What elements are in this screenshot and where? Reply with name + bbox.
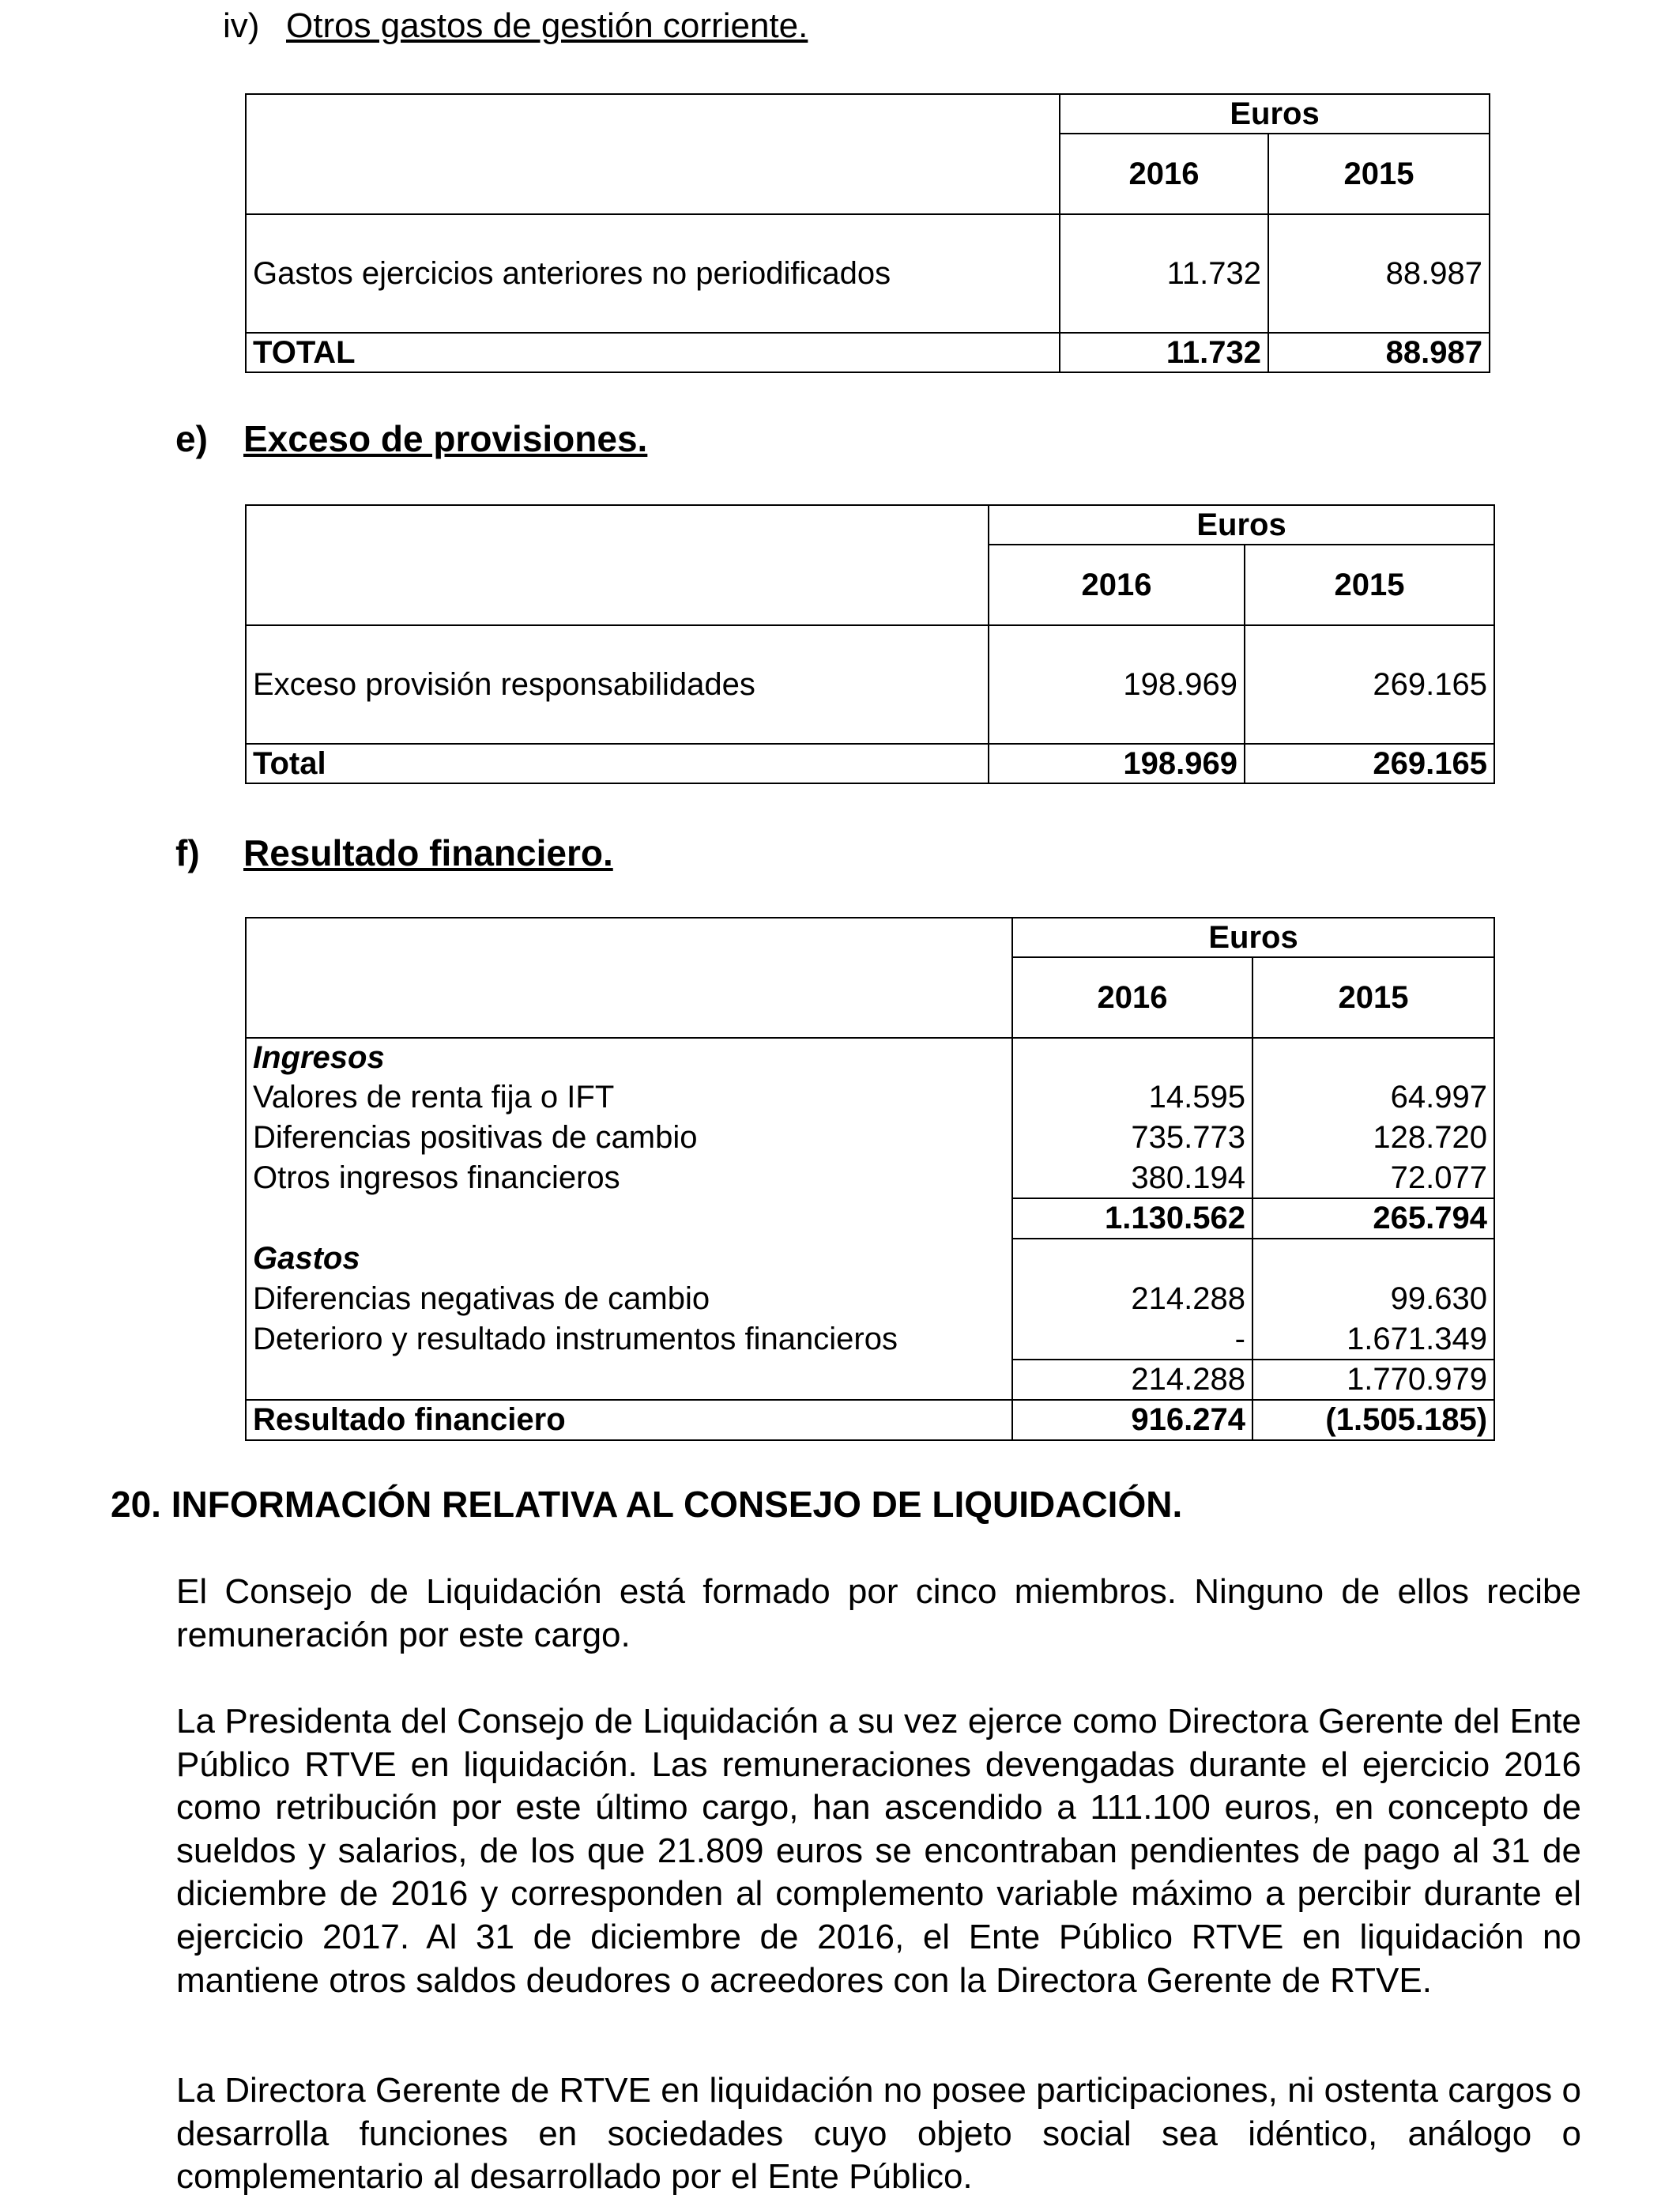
value-2015: 88.987 bbox=[1268, 214, 1490, 333]
value-2015: 99.630 bbox=[1252, 1279, 1494, 1319]
gastos-heading: Gastos bbox=[246, 1239, 1012, 1279]
paragraph-presidenta: La Presidenta del Consejo de Liquidación a su vez ejerce como Directora Gerente del Ente Público RTVE en liquidación. Las remuneraciones devengadas durante el ejercicio 2016 como retribución por este último cargo, han ascendido a 111.100 euros, en concepto de sueldos y salarios, de los que 21.809 euros se encontraban pendientes de pago al 31 de diciembre de 2016 y corresponden al complemento variable máximo a percibir durante el ejercicio 2017. Al 31 de diciembre de 2016, el Ente Público RTVE en liquidación no mantiene otros saldos deudores o acreedores con la Directora Gerente de RTVE. bbox=[176, 1702, 1581, 2000]
row-label: Deterioro y resultado instrumentos financieros bbox=[246, 1319, 1012, 1360]
value-2016: 11.732 bbox=[1060, 214, 1268, 333]
empty-cell bbox=[246, 1198, 1012, 1239]
table-resultado-financiero bbox=[245, 917, 1495, 1441]
value-2015: 72.077 bbox=[1252, 1158, 1494, 1198]
row-label: Diferencias negativas de cambio bbox=[246, 1279, 1012, 1319]
empty-cell bbox=[246, 1360, 1012, 1400]
paragraph-consejo: El Consejo de Liquidación está formado por cinco miembros. Ninguno de ellos recibe remuneración por este cargo. bbox=[176, 1572, 1581, 1654]
table-header-blank bbox=[246, 505, 989, 625]
value-2015: 269.165 bbox=[1245, 744, 1494, 783]
ingresos-subtotal-row bbox=[246, 1198, 1494, 1239]
empty-cell bbox=[1252, 1038, 1494, 1077]
unit-header: Euros bbox=[1060, 94, 1490, 134]
empty-cell bbox=[1012, 1038, 1252, 1077]
value-2016: 735.773 bbox=[1012, 1118, 1252, 1158]
table-header-blank bbox=[246, 918, 1012, 1038]
row-label: Valores de renta fija o IFT bbox=[246, 1077, 1012, 1118]
table-row bbox=[246, 214, 1490, 333]
row-label: TOTAL bbox=[246, 333, 1060, 372]
table-otros-gastos bbox=[245, 93, 1490, 373]
gastos-subtotal-2015: 1.770.979 bbox=[1252, 1360, 1494, 1400]
total-row bbox=[246, 744, 1494, 783]
section-iv-heading bbox=[223, 6, 808, 46]
row-label: Exceso provisión responsabilidades bbox=[246, 625, 989, 744]
ingresos-heading: Ingresos bbox=[246, 1038, 1012, 1077]
year-header-2016: 2016 bbox=[1060, 134, 1268, 214]
row-label: Gastos ejercicios anteriores no periodificados bbox=[246, 214, 1060, 333]
total-2015: (1.505.185) bbox=[1252, 1400, 1494, 1440]
gastos-heading-row bbox=[246, 1239, 1494, 1279]
value-2016: 14.595 bbox=[1012, 1077, 1252, 1118]
value-2015: 1.671.349 bbox=[1252, 1319, 1494, 1360]
value-2015: 128.720 bbox=[1252, 1118, 1494, 1158]
table-row bbox=[246, 1077, 1494, 1118]
year-header-2015: 2015 bbox=[1245, 545, 1494, 625]
gastos-subtotal-2016: 214.288 bbox=[1012, 1360, 1252, 1400]
section-iv-title: Otros gastos de gestión corriente. bbox=[286, 6, 808, 45]
row-label: Diferencias positivas de cambio bbox=[246, 1118, 1012, 1158]
value-2016: 198.969 bbox=[989, 744, 1245, 783]
table-row bbox=[246, 1279, 1494, 1319]
table-row bbox=[246, 625, 1494, 744]
section-20-heading: 20. INFORMACIÓN RELATIVA AL CONSEJO DE LIQUIDACIÓN. bbox=[111, 1484, 1183, 1525]
paragraph-directora: La Directora Gerente de RTVE en liquidación no posee participaciones, ni ostenta cargos o desarrolla funciones en sociedades cuyo objeto social sea idéntico, análogo o complementario al desarrollado por el Ente Público. bbox=[176, 2071, 1581, 2197]
total-row bbox=[246, 333, 1490, 372]
row-label: Total bbox=[246, 744, 989, 783]
value-2015: 88.987 bbox=[1268, 333, 1490, 372]
ingresos-subtotal-2015: 265.794 bbox=[1252, 1198, 1494, 1239]
value-2015: 269.165 bbox=[1245, 625, 1494, 744]
value-2015: 64.997 bbox=[1252, 1077, 1494, 1118]
total-row bbox=[246, 1400, 1494, 1440]
year-header-2015: 2015 bbox=[1252, 957, 1494, 1038]
table-row bbox=[246, 1118, 1494, 1158]
gastos-subtotal-row bbox=[246, 1360, 1494, 1400]
section-iv-number: iv) bbox=[223, 6, 260, 45]
unit-header: Euros bbox=[1012, 918, 1494, 957]
table-row bbox=[246, 1319, 1494, 1360]
section-f-number: f) bbox=[175, 832, 200, 873]
total-label: Resultado financiero bbox=[246, 1400, 1012, 1440]
table-header-blank bbox=[246, 94, 1060, 214]
value-2016: 214.288 bbox=[1012, 1279, 1252, 1319]
total-2016: 916.274 bbox=[1012, 1400, 1252, 1440]
unit-header: Euros bbox=[989, 505, 1494, 545]
value-2016: - bbox=[1012, 1319, 1252, 1360]
section-e-number: e) bbox=[175, 418, 208, 459]
empty-cell bbox=[1252, 1239, 1494, 1279]
table-row bbox=[246, 1158, 1494, 1198]
year-header-2016: 2016 bbox=[1012, 957, 1252, 1038]
value-2016: 198.969 bbox=[989, 625, 1245, 744]
empty-cell bbox=[1012, 1239, 1252, 1279]
section-e-title: Exceso de provisiones. bbox=[243, 418, 648, 459]
section-f-heading bbox=[175, 832, 613, 874]
section-e-heading bbox=[175, 417, 647, 460]
ingresos-heading-row bbox=[246, 1038, 1494, 1077]
year-header-2015: 2015 bbox=[1268, 134, 1490, 214]
table-exceso-provisiones bbox=[245, 504, 1495, 784]
ingresos-subtotal-2016: 1.130.562 bbox=[1012, 1198, 1252, 1239]
row-label: Otros ingresos financieros bbox=[246, 1158, 1012, 1198]
value-2016: 380.194 bbox=[1012, 1158, 1252, 1198]
year-header-2016: 2016 bbox=[989, 545, 1245, 625]
value-2016: 11.732 bbox=[1060, 333, 1268, 372]
section-f-title: Resultado financiero. bbox=[243, 832, 613, 873]
